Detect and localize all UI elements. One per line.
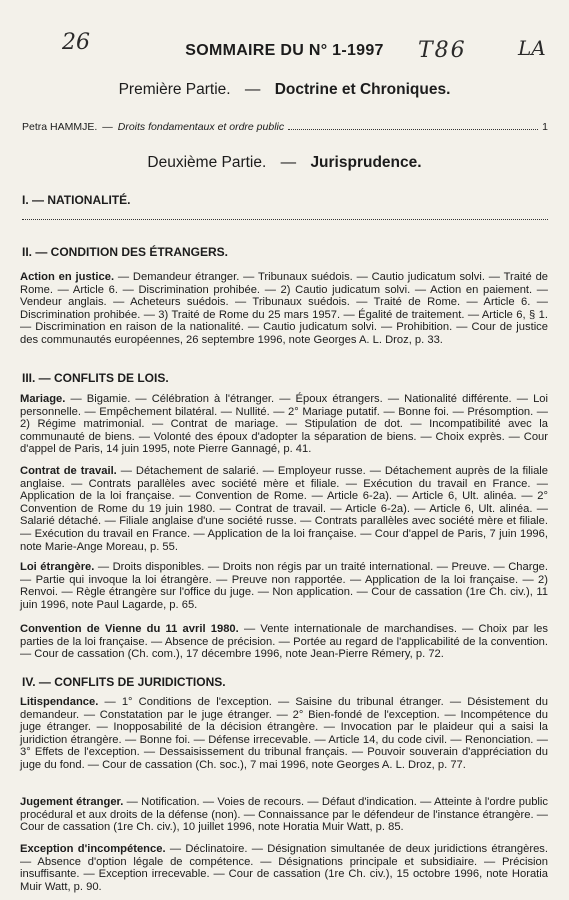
toc-leader-dots (288, 129, 538, 130)
entry-convention-vienne (20, 623, 548, 661)
entry-head: Litispendance. (20, 696, 99, 708)
entry-text: — Droits disponibles. — Droits non régis par un traité international. — Preuve. — Charge. — Partie qui invoque la loi étrangère. — Preuve non rapportée. — Application de la loi française. — 2) Renvoi. — Règle étrangère sur l'office du juge. — Non application. — Cour de cassation (1re Ch. civ.), 11 juin 1996, note Paul Lagarde, p. 65. (20, 561, 549, 611)
entry-litispendance (20, 696, 548, 772)
entry-text: — Vente internationale de marchandises. — Choix par les parties de la loi française. — Absence de précision. — Portée au regard de l'applicabilité de la convention. — Cour de cassation (Ch. com.), 17 décembre 1996, note Jean-Pierre Rémery, p. 72. (20, 623, 548, 661)
toc-author: Petra HAMMJE. (22, 121, 98, 133)
entry-text: — 1° Conditions de l'exception. — Saisine du tribunal étranger. — Désistement du demandeur. — Constatation par le juge étranger. — 2° Bien-fondé de l'exception. — Incompétence du juge étranger. — Inopposabilité de la décision étrangère. — Invocation par le plaideur qui a saisi la juridiction étrangère. — Bonne foi. — Défense irrecevable. — Article 14, du code civil. — Renonciation. — 3° Effets de l'exception. — Dessaisissement du tribunal français. — Pouvoir souverain d'appréciation du juge du fond. — Cour de cassation (Ch. soc.), 7 mai 1996, note Georges A. L. Droz, p. 77. (20, 696, 548, 771)
entry-text: — Demandeur étranger. — Tribunaux suédois. — Cautio judicatum solvi. — Traité de Rome. — Article 6. — Discrimination prohibée. — 2) Cautio judicatum solvi. — Action en paiement. — Vendeur anglais. — Acheteurs suédois. — Tribunaux suédois. — Traité de Rome. — Article 6. — Discrimination prohibée. — 3) Traité de Rome du 25 mars 1957. — Égalité de traitement. — Article 6, § 1. — Discrimination en raison de la nationalité. — Cautio judicatum solvi. — Prohibition. — Cour de justice des communautés européennes, 26 septembre 1996, note Georges A. L. Droz, p. 33. (20, 271, 549, 346)
section-heading-conflits-lois: III. — CONFLITS DE LOIS. (22, 371, 169, 385)
entry-loi-etrangere (20, 561, 548, 611)
entry-head: Convention de Vienne du 11 avril 1980. (20, 623, 239, 635)
handwritten-number: 26 (62, 30, 90, 55)
entry-head: Mariage. (20, 393, 66, 405)
entry-contrat-de-travail (20, 465, 548, 553)
entry-mariage (20, 393, 548, 456)
entry-head: Exception d'incompétence. (20, 843, 166, 855)
entry-text: — Détachement de salarié. — Employeur russe. — Détachement auprès de la filiale anglaise. — Contrats parallèles avec société mère et filiale. — Exécution du travail en France. — Application de la loi française. — Convention de Rome. — Article 6-2a). — Article 6, Ult. alinéa. — 2° Convention de Rome du 19 juin 1980. — Contrat de travail. — Article 6-2a). — Article 6, Ult. alinéa. — Salarié détaché. — Filiale anglaise d'une société russe. — Contrats parallèles avec société mère et filiale. — Exécution du travail en France. — Application de la loi française. — Cour d'appel de Paris, 7 juin 1996, note Marie-Ange Moreau, p. 55. (20, 465, 548, 553)
page-title: SOMMAIRE DU N° 1-1997 (185, 42, 384, 59)
section-dotted-rule (22, 219, 548, 220)
entry-head: Loi étrangère. (20, 561, 95, 573)
toc-article-title: Droits fondamentaux et ordre public (117, 121, 285, 133)
part-one-label: Première Partie. (118, 81, 231, 98)
toc-dash: — (102, 121, 113, 133)
handwritten-mark: LA (518, 36, 546, 60)
entry-head: Contrat de travail. (20, 465, 117, 477)
part-one-dash: — (244, 81, 261, 98)
entry-text: — Bigamie. — Célébration à l'étranger. — Époux étrangers. — Nationalité différente. — Loi personnelle. — Empêchement bilatéral. — Nullité. — 2° Mariage putatif. — Bonne foi. — Présomption. — 2) Régime matrimonial. — Contrat de mariage. — Stipulation de dot. — Incompatibilité avec la communauté de biens. — Volonté des époux d'adopter la séparation de biens. — Choix exprès. — Cour d'appel de Paris, 14 juin 1995, note Pierre Gannagé, p. 41. (20, 393, 548, 456)
entry-text: — Déclinatoire. — Désignation simultanée de deux juridictions étrangères. — Absence d'option légale de compétence. — Désignations principale et subsidiaire. — Précision insuffisante. — Exception irrecevable. — Cour de cassation (1re Ch. civ.), 15 octobre 1996, note Horatia Muir Watt, p. 90. (20, 843, 548, 893)
section-heading-nationalite: I. — NATIONALITÉ. (22, 193, 131, 207)
entry-jugement-etranger (20, 796, 548, 834)
part-two-name: Jurisprudence. (310, 154, 422, 171)
handwritten-code: T86 (418, 38, 467, 63)
toc-entry (22, 121, 548, 133)
section-heading-conflits-juridictions: IV. — CONFLITS DE JURIDICTIONS. (22, 675, 226, 689)
section-heading-condition: II. — CONDITION DES ÉTRANGERS. (22, 245, 229, 259)
toc-page-number: 1 (542, 121, 548, 133)
part-two-label: Deuxième Partie. (147, 154, 267, 171)
entry-text: — Notification. — Voies de recours. — Défaut d'indication. — Atteinte à l'ordre public procédural et aux droits de la défense (non). — Connaissance par le défendeur de l'instance étrangère. — Cour de cassation (1re Ch. civ.), 10 juillet 1996, note Horatia Muir Watt, p. 85. (20, 796, 548, 834)
part-one-name: Doctrine et Chroniques. (274, 81, 451, 98)
part-two-heading (0, 154, 569, 172)
entry-action-en-justice (20, 271, 548, 347)
entry-exception-incompetence (20, 843, 548, 893)
part-one-heading (0, 81, 569, 99)
part-two-dash: — (280, 154, 297, 171)
entry-head: Action en justice. (20, 271, 115, 283)
entry-head: Jugement étranger. (20, 796, 124, 808)
